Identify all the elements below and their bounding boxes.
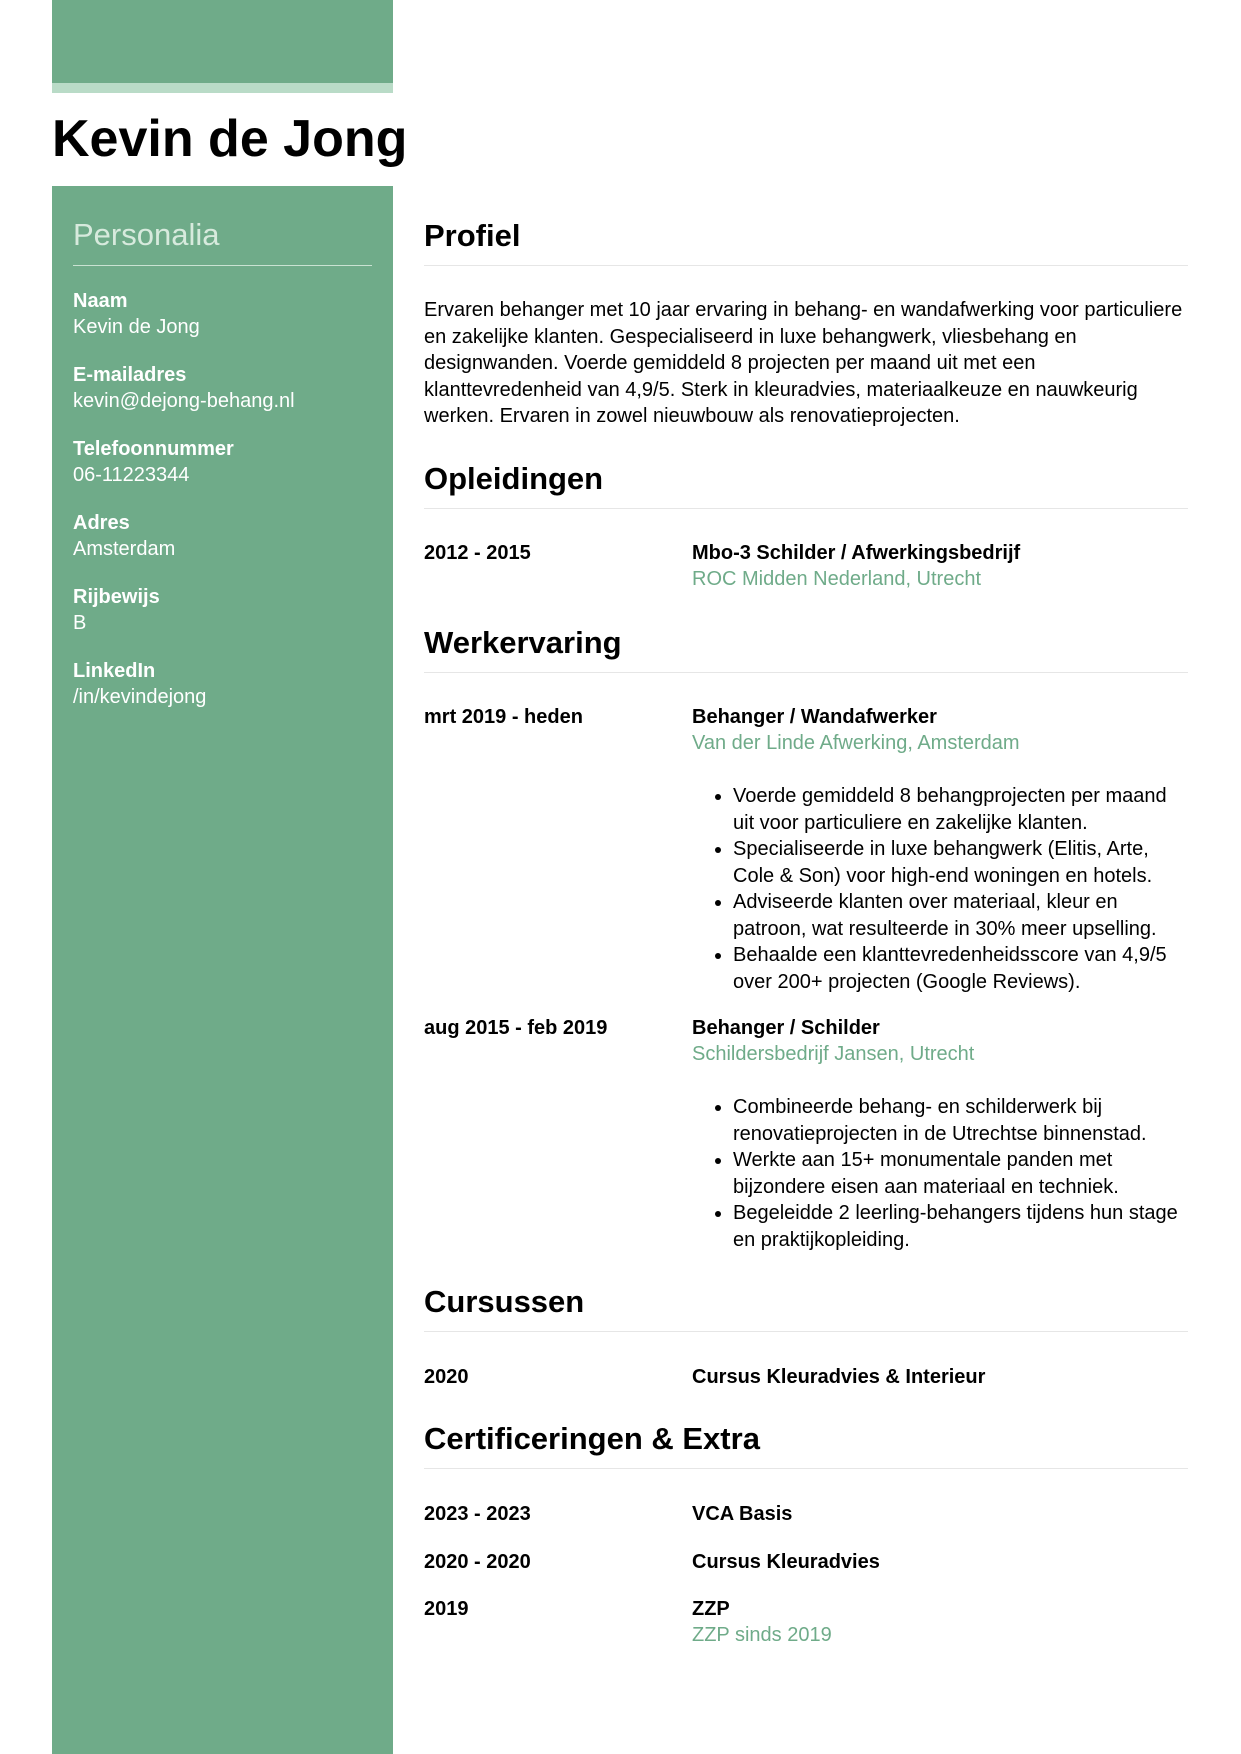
entry-body	[692, 540, 1188, 593]
personalia-heading: Personalia	[73, 217, 220, 252]
entry-body	[692, 1364, 1188, 1390]
entry-title: Behanger / Wandafwerker	[692, 706, 937, 728]
personalia-item-naam	[73, 288, 373, 340]
entry-subtitle: Schildersbedrijf Jansen, Utrecht	[692, 1043, 975, 1065]
entry-period: 2020	[424, 1366, 469, 1388]
entry-subtitle: Van der Linde Afwerking, Amsterdam	[692, 732, 1020, 754]
entry-period: 2020 - 2020	[424, 1551, 531, 1573]
personalia-value: B	[73, 612, 87, 634]
personalia-item-rijbewijs	[73, 584, 373, 636]
candidate-name: Kevin de Jong	[52, 110, 408, 168]
section-title-werkervaring: Werkervaring	[424, 625, 622, 660]
personalia-value: /in/kevindejong	[73, 686, 207, 708]
entry-title: ZZP	[692, 1598, 730, 1620]
personalia-value: Amsterdam	[73, 538, 176, 560]
personalia-value: kevin@dejong-behang.nl	[73, 390, 295, 412]
section-title-certificeringen: Certificeringen & Extra	[424, 1421, 760, 1456]
entry-period: 2012 - 2015	[424, 542, 531, 564]
personalia-value: 06-11223344	[73, 464, 190, 486]
entry-bullets	[692, 783, 1188, 995]
entry-title: Behanger / Schilder	[692, 1017, 880, 1039]
personalia-label: Rijbewijs	[73, 586, 160, 608]
entry-period: mrt 2019 - heden	[424, 706, 583, 728]
entry-period: 2019	[424, 1598, 469, 1620]
entry-title: Cursus Kleuradvies & Interieur	[692, 1366, 986, 1388]
entry-body	[692, 1596, 1188, 1649]
section-divider	[424, 508, 1188, 509]
personalia-divider	[73, 265, 372, 266]
section-divider	[424, 1331, 1188, 1332]
entry-period: aug 2015 - feb 2019	[424, 1017, 608, 1039]
entry-title: Mbo-3 Schilder / Afwerkingsbedrijf	[692, 542, 1021, 564]
personalia-label: Naam	[73, 290, 128, 312]
bullet-item: • Begeleidde 2 leerling-behangers tijdens hun stage en praktijkopleiding.	[733, 1200, 1188, 1253]
section-title-profiel: Profiel	[424, 218, 521, 253]
bullet-item: • Combineerde behang- en schilderwerk bij renovatieprojecten in de Utrechtse binnenstad.	[733, 1094, 1188, 1147]
personalia-item-adres	[73, 510, 373, 562]
entry-period: 2023 - 2023	[424, 1503, 531, 1525]
personalia-item-linkedin	[73, 658, 373, 710]
entry-bullets	[692, 1094, 1188, 1253]
entry-title: Cursus Kleuradvies	[692, 1551, 880, 1573]
profile-text: Ervaren behanger met 10 jaar ervaring in behang- en wandafwerking voor particuliere en zakelijke klanten. Gespecialiseerd in luxe behangwerk, vliesbehang en designwanden. Voerde gemiddeld 8 projecten per maand uit met een klanttevredenheid van 4,9/5. Sterk in kleuradvies, materiaalkeuze en nauwkeurig werken. Ervaren in zowel nieuwbouw als renovatieprojecten.	[424, 299, 1183, 427]
section-title-cursussen: Cursussen	[424, 1284, 585, 1319]
entry-body	[692, 1549, 1188, 1575]
section-divider	[424, 1468, 1188, 1469]
entry-body	[692, 1015, 1188, 1253]
entry-body	[692, 704, 1188, 995]
bullet-item: • Behaalde een klanttevredenheidsscore van 4,9/5 over 200+ projecten (Google Reviews).	[733, 942, 1188, 995]
section-divider	[424, 672, 1188, 673]
bullet-item: • Werkte aan 15+ monumentale panden met bijzondere eisen aan materiaal en techniek.	[733, 1147, 1188, 1200]
bullet-item: • Adviseerde klanten over materiaal, kleur en patroon, wat resulteerde in 30% meer upselling.	[733, 889, 1188, 942]
personalia-value: Kevin de Jong	[73, 316, 200, 338]
entry-body	[692, 1501, 1188, 1527]
personalia-sidebar	[52, 186, 393, 1754]
bullet-item: • Specialiseerde in luxe behangwerk (Elitis, Arte, Cole & Son) voor high-end woningen en hotels.	[733, 836, 1188, 889]
entry-subtitle: ROC Midden Nederland, Utrecht	[692, 568, 982, 590]
personalia-item-telefoon	[73, 436, 373, 488]
entry-title: VCA Basis	[692, 1503, 793, 1525]
entry-subtitle: ZZP sinds 2019	[692, 1624, 832, 1646]
header-color-band	[52, 0, 393, 83]
personalia-item-email	[73, 362, 373, 414]
header-accent-stripe	[52, 83, 393, 93]
personalia-label: Telefoonnummer	[73, 438, 234, 460]
personalia-label: E-mailadres	[73, 364, 187, 386]
personalia-label: LinkedIn	[73, 660, 156, 682]
section-divider	[424, 265, 1188, 266]
personalia-label: Adres	[73, 512, 130, 534]
section-title-opleidingen: Opleidingen	[424, 461, 604, 496]
bullet-item: • Voerde gemiddeld 8 behangprojecten per maand uit voor particuliere en zakelijke klanten.	[733, 783, 1188, 836]
